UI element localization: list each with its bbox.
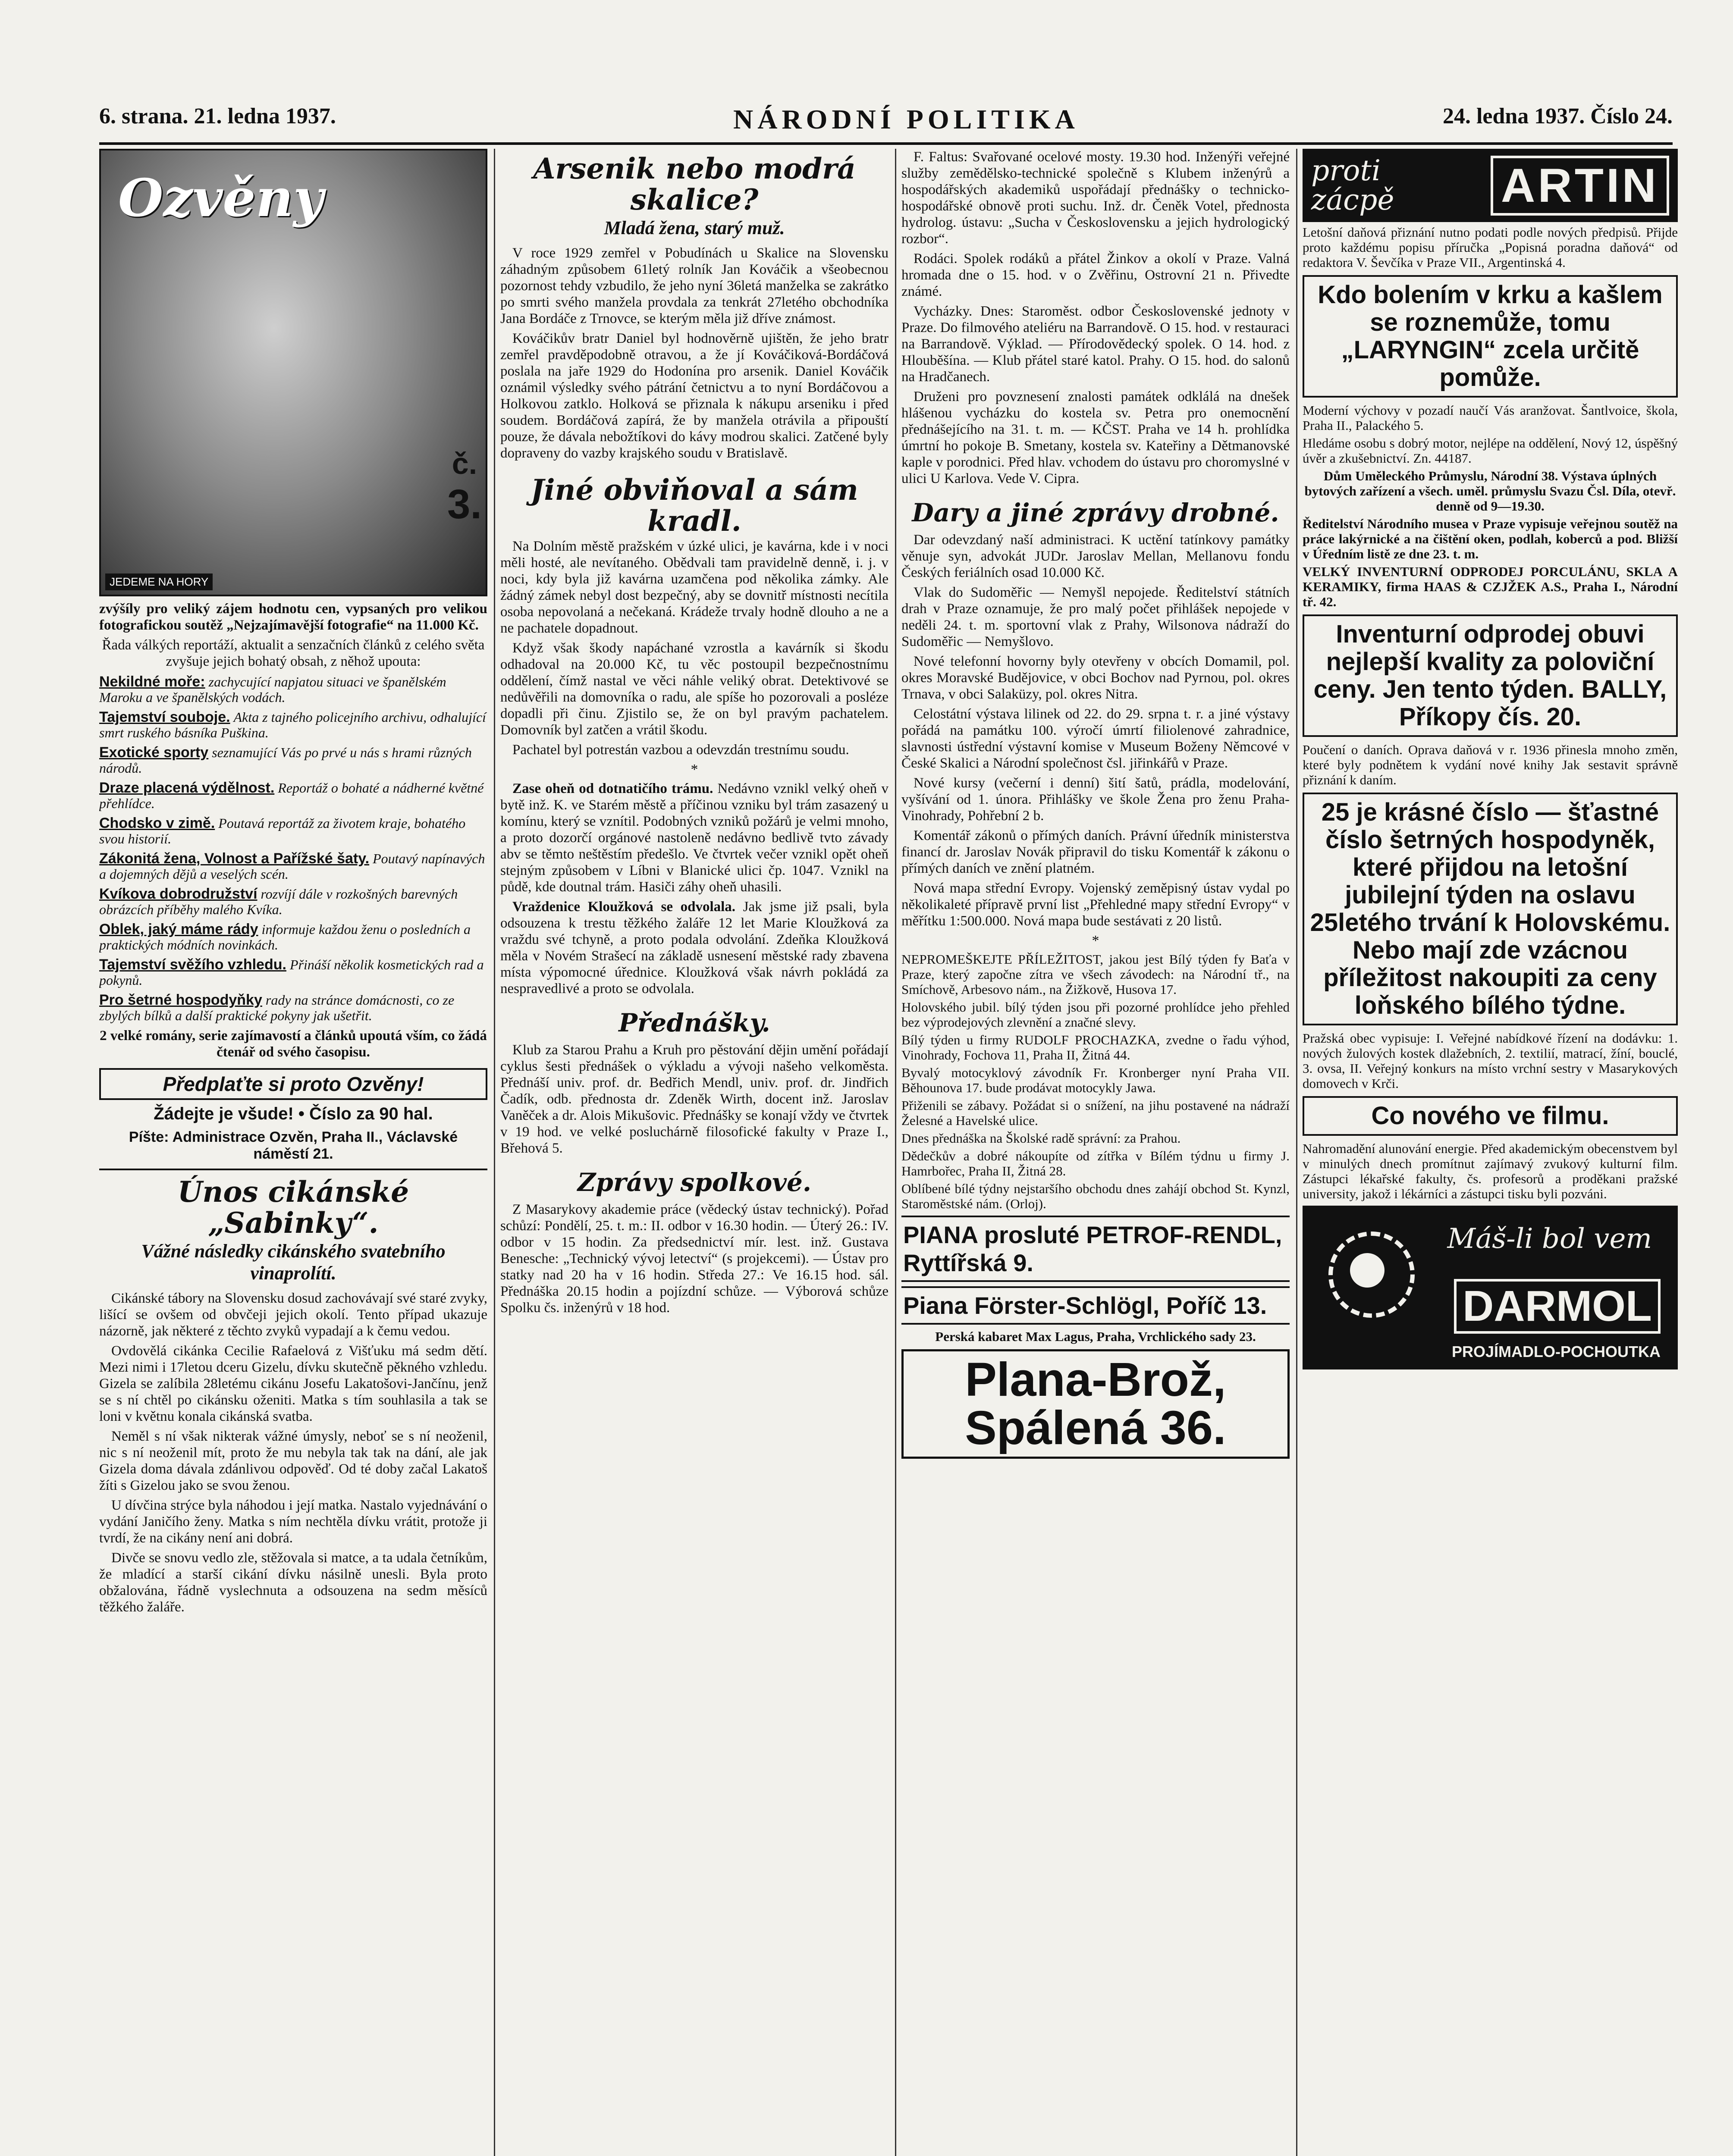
price-banner: Žádejte je všude! • Číslo za 90 hal. [154,1104,433,1123]
porcelain-ad: VELKÝ INVENTURNÍ ODPRODEJ PORCULÁNU, SKLA A KERAMIKY, firma HAAS & CZJŽEK A.S., Praha I., Národní tř. 42. [1303,564,1678,609]
issue-number: č. 3. [447,447,482,527]
column-divider [494,149,495,2156]
darmol-logo: DARMOL [1454,1279,1661,1334]
paragraph: Ovdovělá cikánka Cecilie Rafaelová z Višťuku má sedm dětí. Mezi nimi i 17letou dceru Gizelu, dívku skutečně pěkného vzhledu. Gizela se zalíbila 28letému cikánu Josefu Lakatošovi-Jančínu, jenž se s ní chtěl po cikánsku oženiti. Matka s tím souhlasila a tak se loni v květnu konala cikánská svatba. [99,1343,487,1424]
ozveny-logo: Ozvěny [118,168,323,229]
list-item: Draze placená výdělnost. Reportáž o bohaté a nádherné květné přehlídce. [99,780,484,811]
paragraph: Nové kursy (večerní i denní) šití šatů, prádla, modelování, vyšívání od 1. února. Přihlášky ve škole Žena pro ženu Praha-Vinohrady, Pohřební 2 b. [901,775,1290,824]
column-divider [1296,149,1297,2156]
paragraph: Dar odevzdaný naší administraci. K uctění tatínkovy památky věnuje syn, advokát JUDr. Jaroslav Mellan, Mellanovu fondu Českých feriálních osad 10.000 Kč. [901,532,1290,580]
list-item: Chodsko v zimě. Poutavá reportáž za životem kraje, bohatého svou historií. [99,815,466,846]
small-ad: Byvalý motocyklový závodník Fr. Kronberger nyní Praha VII. Běhounova 17. bude prodávat motocykly Jawa. [901,1065,1290,1095]
list-item: Exotické sporty seznamující Vás po prvé u nás s hrami různých národů. [99,744,472,776]
ozveny-items [99,674,487,1023]
list-item: Oblek, jaký máme rády informuje každou ženu o posledních a praktických módních novinkách. [99,921,471,953]
article-title: Únos cikánské „Sabinky“. [177,1175,409,1240]
list-item: Zákonitá žena, Volnost a Pařížské šaty. Poutavý napínavých a dojemných dějů a veselých scén. [99,850,485,882]
small-ad: Oblíbené bílé týdny nejstaršího obchodu dnes zahájí obchod St. Kynzl, Staroměstské nám. (Orloj). [901,1181,1290,1211]
paragraph: Z Masarykovy akademie práce (vědecký ústav technický). Pořad schůzí: Pondělí, 25. t. m.: II. odbor v 16.30 hodin. — Úterý 26.: IV. odbor v 15 hodin. Za předsednictví mír. lest. inž. Gustava Benesche: „Technický vývoj letectví“ (s projekcemi). — Ústav pro statky nad 20 ha v 16 hodin. Středa 27.: Ve 16.15 hod. sál. Přednáška 20.15 hodin a pojízdní schůze. — Výborová schůze Spolku čs. inženýrů v 18 hod. [500,1202,888,1316]
column-1 [99,149,487,2156]
header-left: 6. strana. 21. ledna 1937. [99,104,336,128]
notice: Poučení o daních. Oprava daňová v r. 1936 přinesla mnoho změn, které byly podnětem k vydání nové knihy Jak sestavit správně přiznání k daním. [1303,742,1678,787]
header-right: 24. ledna 1937. Číslo 24. [1442,104,1673,128]
list-item: Pro šetrné hospodyňky rady na stránce domácnosti, co ze zbylých bílků a další praktické pokyny jak ušetřit. [99,992,455,1023]
paragraph: V roce 1929 zemřel v Pobudínách u Skalice na Slovensku záhadným způsobem 61letý rolník Jan Kováčik a všeobecnou pozornost tehdy vzbudilo, že jeho nyní 36letá manželka se zakrátko po smrti svého manžela provdala za tenkrát 27letého obchodníka Jana Bordáče z Trnovce, se kterým měla již dříve známost. [500,245,888,326]
bally-ad: Inventurní odprodej obuvi nejlepší kvality za poloviční ceny. Jen tento týden. BALLY, Příkopy čís. 20. [1303,614,1678,737]
column-4 [1303,149,1678,2156]
list-item: Tajemství souboje. Akta z tajného policejního archivu, odhalující smrt ruského básníka Puškina. [99,709,486,740]
artin-ad: proti zácpě ARTIN [1303,149,1678,222]
piano-ad: Piana Förster-Schlögl, Poříč 13. [901,1286,1290,1325]
paragraph: Vycházky. Dnes: Staroměst. odbor Československé jednoty v Praze. Do filmového ateliéru na Barrandově. O 15. hod. v restauraci na Barrandově. Výklad. — Přírodovědecký spolek. O 14. hod. z Hlouběšína. — Klub přátel staré katol. Prahy. O 15. hod. do salonů na Hradčanech. [901,304,1290,385]
paragraph: Zase oheň od dotnatičího trámu. Nedávno vznikl velký oheň v bytě inž. K. ve Starém městě a příčinou vzniku byl trám zasazený u komínu, který se vznítil. Podobných vzniků požárů je velmi mnoho, a proto dozorčí orgánové nastoleně nedávno bedlivě tvto závady abv se těmto neštěstím předešlo. Ve čtvrtek večer vznikl opět oheň stejným způsobem v Líbni v Blanické ulici čp. 1047. Vznikl na půdě, kde doutnal trám. Hasiči záhy oheň uhasili. [500,781,888,895]
separator: * [1092,933,1099,949]
notice: Pražská obec vypisuje: I. Veřejné nabídkové řízení na dodávku: 1. nových žulových kostek dlažebních, 2. textilií, matrací, žíní, bouclé, 3. ovsa, II. Veřejný konkurs na místo vrchní sestry v Masarykových domovech v Krči. [1303,1031,1678,1091]
small-ad: Přiženili se zábavy. Požádat si o snížení, na jihu postavené na nádraží Želesné a Havelské ulice. [901,1098,1290,1128]
small-ad: Holovského jubil. bílý týden jsou při pozorné prohlídce jeho přehled bez výprodejových zlevnění a značné slevy. [901,1000,1290,1030]
section-title: Dary a jiné zprávy drobné. [912,498,1279,527]
paragraph: Nová mapa střední Evropy. Vojenský zeměpisný ústav vydal po několikaleté přípravě první list „Přehledné mapy střední Evropy“ v měřítku 1:500.000. Nová mapa bude sestávati z 20 listů. [901,881,1290,929]
paragraph: Rodáci. Spolek rodáků a přátel Žinkov a okolí v Praze. Valná hromada dne o 15. hod. v o Zvěřinu, Ostrovní 21 n. Přivedte známé. [901,251,1290,299]
paragraph: Když však škody napáchané vzrostla a kavárník si škodu odhadoval na 20.000 Kč, tu věc postoupil bezpečnostnímu oddělení, čímž nastal ve věci náhle veliký obrat. Detektivové se nedůvěřili na domovníka o radu, ale spíše ho pozorovali a posléze dopadli při činu. Zjistilo se, že on byl pravým pachatelem. Domovník byl zatčen a vrátil škodu. [500,640,888,738]
page-header [99,103,1673,138]
paragraph: Druženi pro povznesení znalosti památek odklálá na dnešek hlášenou vycházku do kostela sv. Petra pro onemocnění přednášejícího na 31. t. m. — KČST. Praha ve 14 h. prohlídka úmrtní ho pokoje B. Smetany, kostela sv. Kateřiny a Dětmanovské kaple v porodnici. Před hlav. vchodem do ústavu pro choromyslné v ulici U Karlova. Vede V. Cipra. [901,389,1290,486]
small-ad: Dnes přednáška na Školské radě správní: za Prahou. [901,1131,1181,1146]
paragraph: Komentář zákonů o přímých daních. Právní úředník ministerstva financí dr. Jaroslav Novák připravil do tisku Komentář k zákonu o přímých daních ve znění platném. [901,828,1290,876]
section-title: Zprávy spolkové. [577,1168,812,1197]
paragraph: Klub za Starou Prahu a Kruh pro pěstování dějin umění pořádají cyklus šesti přednášek o výkladu a vývoji našeho velkoměsta. Přednáší univ. prof. dr. Bedřich Mendl, univ. prof. dr. Jindřich Čadík, odb. přednosta dr. Zdeněk Wirth, docent inž. Jaroslav Vaněček a dr. Alois Mikušovic. Přednášky se konají vždy ve čtvrtek v 19 hod. ve velké posluchárně filosofické fakulty v Praze I., Břehová 5. [500,1042,888,1156]
holovsky-ad: 25 je krásné číslo — šťastné číslo šetrných hospodyněk, které přijdou na letošní jubilejní týden na oslavu 25letého trvání k Holovskému. Nebo mají zde vzácnou příležitost nakoupiti za ceny loňského bílého týdne. [1303,793,1678,1025]
ozveny-cover-photo [99,149,487,596]
paragraph: F. Faltus: Svařované ocelové mosty. 19.30 hod. Inženýři veřejné služby zemědělsko-technické společně s Klubem inženýrů a hospodářských akademiků uspořádají přednášky o technicko-hospodářské obnově proti suchu. Inž. dr. Čeněk Votel, přednosta hydrolog. ústavu: „Sucha v Československu a jejich hydrologický rozbor“. [901,149,1290,247]
paragraph: Vraždenice Kloužková se odvolala. Jak jsme již psali, byla odsouzena k trestu těžkého žaláře 12 let Marie Kloužková za vraždu své tchyně, a proto podala odvolání. Zdeňka Kloužková měla v Novém Strašecí na základě usnesení městské rady zbavena místa výpomocné úřednice. Kloužková však návrh pokládá za nespravedlivé a proto se odvolala. [500,899,888,997]
notice: Ředitelství Národního musea v Praze vypisuje veřejnou soutěž na práce lakýrnické a na čištění oken, podlah, koberců a pod. Bližší v Úředním listě ze dne 23. t. m. [1303,516,1678,561]
separator: * [691,761,698,777]
paragraph: Kováčikův bratr Daniel byl hodnověrně ujištěn, že jeho bratr zemřel pravděpodobně otravou, a že jí Kováčiková-Bordáčová poslala na jaře 1929 do Hodonína pro arsenik. Daniel Kováčik oznámil výsledky svého pátrání četnictvu a to nyní Bordáčovou a Holkovou zatklo. Holková se přiznala k nákupu arseniku i před soudem. Bordáčová zapírá, že by manžela otrávila a připouští pouze, že dávala nebožtíkovi do kávy modrou skalici. Zatčené byly dopraveny do vazby krajského soudu v Bratislavě. [500,331,888,461]
paragraph: Celostátní výstava lilinek od 22. do 29. srpna t. r. a jiné výstavy pořádá na památku 100. výročí úmrtí filiolenové zahradnice, slavnosti ústřední výstavní komise v Museum Boženy Němcové v České Skalici a Národní společnost čsl. jiřinkářů v Praze. [901,706,1290,771]
paragraph: Nové telefonní hovorny byly otevřeny v obcích Domamil, pol. okres Moravské Budějovice, v obci Bochov nad Pyrnou, pol. okres Trnava, v obci Salaküzy, pol. okres Nitra. [901,654,1290,702]
piano-ad: PIANA prosluté PETROF-RENDL, Ryttířská 9. [901,1216,1290,1282]
small-ad: Bílý týden u firmy RUDOLF PROCHAZKA, zvedne o řadu výhod, Vinohrady, Fochova 11, Praha II, Žitná 44. [901,1032,1290,1062]
film-text: Nahromadění alunování energie. Před akademickým obecenstvem byl v minulých dnech promítnut zajímavý zvukový kulturní film. Zástupci lékařské fakulty, čs. profesorů a proděkani pražské university, jakož i lékárníci a zástupci tisku byli pozváni. [1303,1141,1678,1201]
intro-text: Řada válkých reportáží, aktualit a senzačních článků z celého světa zvyšuje jejich bohatý obsah, z něhož upouta: [102,637,485,669]
paragraph: Cikánské tábory na Slovensku dosud zachovávají své staré zvyky, lišící se ovšem od obvčeji jejich okolí. Tento případ ukazuje názorně, jak některé z těchto zvyků vypadají a k čemu vedou. [99,1291,487,1339]
list-item: Nekildné moře: zachycující napjatou situaci ve španělském Maroku a ve španělských vodách. [99,674,446,705]
film-heading: Co nového ve filmu. [1303,1096,1678,1136]
darmol-ad: Máš-li bol vem DARMOL PROJÍMADLO-POCHOUTKA [1303,1206,1678,1369]
paragraph: Divče se snovu vedlo zle, stěžovala si matce, a ta udala četníkům, že mladící a starší cikání dívku násilně unesli. Byla proto obžalována, řádně vyslechnuta a odsouzena na sedm měsíců těžkého žaláře. [99,1550,487,1615]
paragraph: Na Dolním městě pražském v úzké ulici, je kavárna, kde i v noci měli hosté, ale nevítaného. Obědvali tam pravidelně denně, i. j. v noci, kdy byla již kavárna uzamčena pod několika zámky. Ale žádný zámek nebyl dost bezpečný, aby se dovnitř místnosti necítila osoba nepovolaná a nečekaná. Krádeže trvaly hodně dlouho a ne a ne pachatele dopadnout. [500,539,888,636]
column-divider [895,149,896,2156]
notice: Hledáme osobu s dobrý motor, nejlépe na oddělení, Nový 12, úspěšný úvěr a zkušebnictví. Zn. 44187. [1303,436,1678,466]
section-title: Přednášky. [618,1008,770,1037]
column-2 [500,149,888,2156]
notice: Moderní výchovy v pozadí naučí Vás aranžovat. Šantlvoice, škola, Praha II., Palackého 5. [1303,403,1678,433]
header-rule [99,142,1673,145]
list-item: Tajemství svěžího vzhledu. Přináší několik kosmetických rad a pokynů. [99,956,484,988]
article-title: Jiné obviňoval a sám kradl. [531,473,858,538]
paragraph: Vlak do Sudoměřic — Nemyšl nepojede. Ředitelství státních drah v Praze oznamuje, že pro malý počet přihlášek nepojede v neděli 24. t. m. sportovní vlak z Prahy, Wilsonova nádraží do Sudoměřic — Nemyšlovo. [901,585,1290,649]
article-title: Arsenik nebo modrá skalice? [533,152,856,216]
article-subtitle: Mladá žena, starý muž. [604,217,785,238]
small-ad: Dědečkův a dobré nákoupíte od zítřka v Bílém týdnu u firmy J. Hamrbořec, Praha II, Žitná 28. [901,1148,1290,1178]
list-item: Kvíkova dobrodružství rozvíjí dále v rozkošných barevných obrázcích příběhy malého Kvíka. [99,886,458,917]
laryngin-ad: Kdo bolením v krku a kašlem se roznemůže, tomu „LARYNGIN“ zcela určitě pomůže. [1303,275,1678,398]
notice: Dům Uměleckého Průmyslu, Národní 38. Výstava úplných bytových zařízení a všech. uměl. průmyslu Svazu Čsl. Díla, otevř. denně od 9—19.30. [1304,468,1676,514]
paragraph: Neměl s ní však nikterak vážné úmysly, neboť se s ní neoženil, nic s ní neoženil mít, proto že mu nebyla tak tak na dání, ale jak Gizela doma dávala zdánlivou odpověď. Od té doby začal Lakatoš žíti s Gizelou jako se svou ženou. [99,1429,487,1493]
masthead: NÁRODNÍ POLITIKA [733,104,1079,135]
admin-address: Píšte: Administrace Ozvěn, Praha II., Václavské náměstí 21. [99,1129,487,1170]
artin-logo: ARTIN [1491,156,1669,216]
paragraph: Pachatel byl potrestán vazbou a odevzdán trestnímu soudu. [512,742,849,758]
contest-text: zvýšíly pro veliký zájem hodnotu cen, vypsaných pro velikou fotografickou soutěž „Nejzajímavější fotografie“ na 11.000 Kč. [99,601,487,633]
small-ad: NEPROMEŠKEJTE PŘÍLEŽITOST, jakou jest Bílý týden fy Baťa v Praze, který započne zítra ve všech závodech: na Národní tř., na Smíchově, Arbesovo nám., na Žižkově, Husova 17. [901,952,1290,997]
subscribe-banner: Předplaťte si proto Ozvěny! [99,1068,487,1100]
kabaret-ad: Perská kabaret Max Lagus, Praha, Vrchlického sady 23. [935,1329,1256,1344]
tax-notice: Letošní daňová přiznání nutno podati podle nových předpisů. Přijde proto každému popisu příručka „Popisná poradna daňová“ od redaktora V. Ševčíka v Praze VII., Argentinská 4. [1303,225,1678,270]
novels-text: 2 velké romány, serie zajímavostí a článků upoutá vším, co žádá čtenář od svého časopisu. [100,1028,487,1060]
plana-ad: Plana-Brož, Spálená 36. [901,1349,1290,1459]
column-3 [901,149,1290,2156]
paragraph: U dívčina strýce byla náhodou i její matka. Nastalo vyjednávání o vydání Janičího ženy. Matka s ním nechtěla dívku vrátit, protože ji tvrdí, že na cikány není ani dobrá. [99,1498,487,1546]
photo-caption: JEDEME NA HORY [105,573,213,590]
article-subtitle: Vážné následky cikánského svatebního vinaprolítí. [141,1241,446,1284]
